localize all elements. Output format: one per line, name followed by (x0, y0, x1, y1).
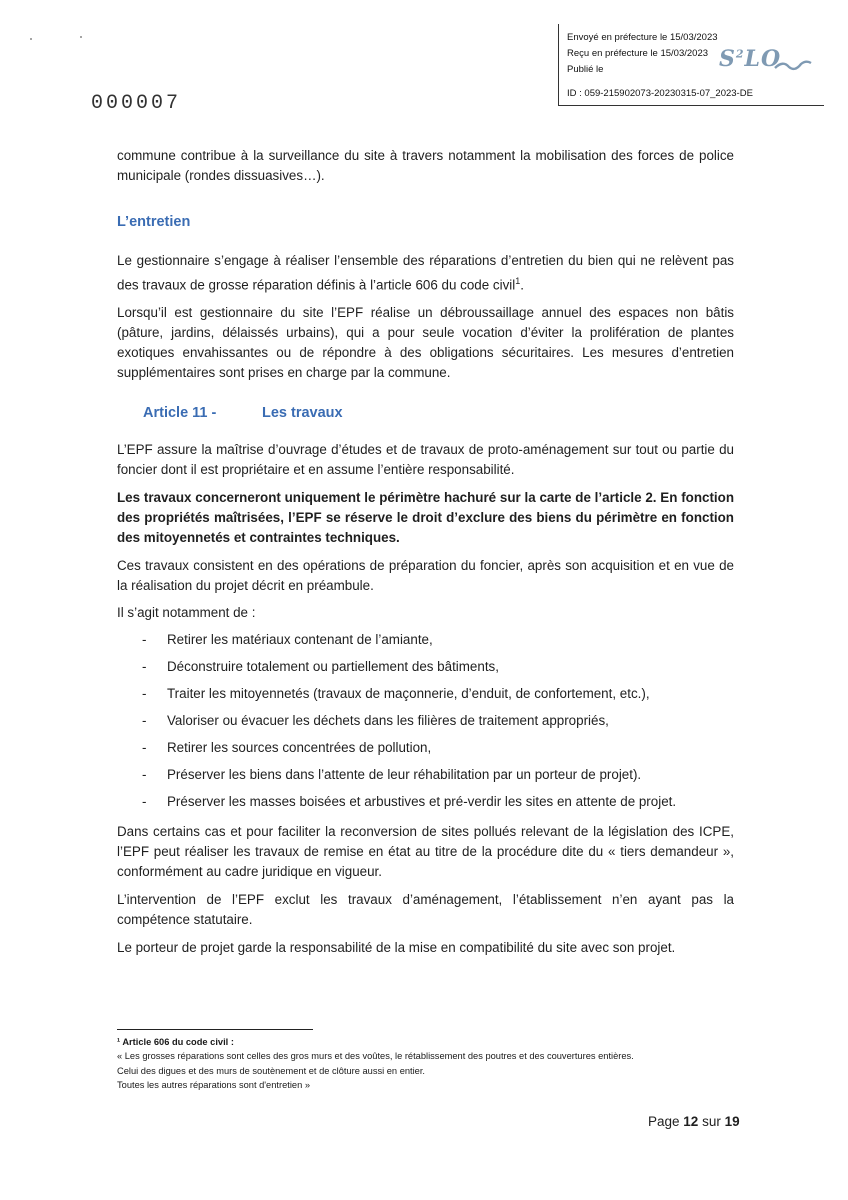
bullet-dash: - (142, 713, 147, 729)
article-paragraph-6: L’intervention de l’EPF exclut les travaux d’aménagement, l’établissement n’en ayant pas la compétence statutaire. (117, 892, 734, 928)
list-item (117, 738, 734, 765)
bullet-dash: - (142, 794, 147, 810)
stamp-publie: Publié le (567, 64, 604, 75)
article-paragraph-3: Ces travaux consistent en des opérations de préparation du foncier, après son acquisition et en vue de la réalisation du projet décrit en préambule. (117, 558, 734, 594)
entretien-paragraph-2: Lorsqu’il est gestionnaire du site l’EPF réalise un débroussaillage annuel des espaces non bâtis (pâture, jardins, délaissés urbains), qui a pour seule vocation d’éviter la prolifération de plantes exotiques envahissantes ou de répondre à des obligations sécuritaires. Les mesures d’entretien supplémentaires sont prises en charge par la commune. (117, 305, 734, 381)
page-sep: sur (702, 1114, 721, 1129)
page-label: Page (648, 1114, 680, 1129)
bullet-dash: - (142, 740, 147, 756)
list-item-text: Retirer les matériaux contenant de l’amiante, (167, 632, 433, 648)
entretien-p1-text: Le gestionnaire s’engage à réaliser l’ensemble des réparations d’entretien du bien qui ne relèvent pas des travaux de grosse réparation définis à l’article 606 du code civil (117, 253, 734, 293)
article-paragraph-5: Dans certains cas et pour faciliter la reconversion de sites pollués relevant de la législation des ICPE, l’EPF peut réaliser les travaux de remise en état au titre de la procédure dite du « tiers demandeur », conformément au cadre juridique en vigueur. (117, 824, 734, 880)
bullet-dash: - (142, 632, 147, 648)
article-paragraph-bold: Les travaux concerneront uniquement le périmètre hachuré sur la carte de l’article 2. En fonction des propriétés maîtrisées, l’EPF se réserve le droit d’exclure des biens du périmètre en fonction des mitoyennetés et contraintes techniques. (117, 490, 734, 546)
s2lo-swoosh-icon (773, 58, 813, 74)
list-item (117, 684, 734, 711)
scan-speck (30, 38, 32, 40)
article-paragraph-4: Il s’agit notamment de : (117, 605, 256, 621)
list-item-text: Retirer les sources concentrées de pollution, (167, 740, 432, 756)
footnote-divider (117, 1029, 313, 1030)
stamp-id: ID : 059-215902073-20230315-07_2023-DE (567, 88, 753, 99)
footnote-line: « Les grosses réparations sont celles des gros murs et des voûtes, le rétablissement des poutres et des couvertures entières. (117, 1051, 634, 1062)
article-title: Les travaux (262, 405, 343, 422)
entretien-p1-end: . (520, 277, 524, 293)
article-number: Article 11 - (143, 405, 217, 422)
list-item-text: Préserver les masses boisées et arbustives et pré-verdir les sites en attente de projet. (167, 794, 677, 810)
page-total: 19 (724, 1114, 740, 1129)
list-item (117, 657, 734, 684)
article-paragraph-1: L’EPF assure la maîtrise d’ouvrage d’études et de travaux de proto-aménagement sur tout ou partie du foncier dont il est propriétaire et en assume l’entière responsabilité. (117, 442, 734, 478)
bullet-dash: - (142, 767, 147, 783)
works-list (117, 630, 734, 819)
stamp-envoye: Envoyé en préfecture le 15/03/2023 (567, 32, 718, 43)
page-number (648, 1114, 740, 1129)
list-item (117, 711, 734, 738)
footnote-line: Celui des digues et des murs de soutènement et de clôture aussi en entier. (117, 1065, 426, 1076)
list-item (117, 792, 734, 819)
list-item-text: Déconstruire totalement ou partiellement des bâtiments, (167, 659, 499, 675)
page-current: 12 (683, 1114, 699, 1129)
footnotes (117, 1035, 757, 1092)
article-paragraph-7: Le porteur de projet garde la responsabilité de la mise en compatibilité du site avec son projet. (117, 940, 676, 956)
footnote-ref: 1 (515, 276, 521, 286)
list-item-text: Valoriser ou évacuer les déchets dans les filières de traitement appropriés, (167, 713, 609, 729)
page-content (117, 146, 734, 958)
prefecture-stamp (558, 24, 824, 106)
intro-paragraph: commune contribue à la surveillance du site à travers notamment la mobilisation des forces de police municipale (rondes dissuasives…). (117, 148, 734, 183)
footnote-line: Toutes les autres réparations sont d'entretien » (117, 1079, 310, 1090)
entretien-heading: L’entretien (117, 214, 191, 230)
article-heading (117, 403, 734, 423)
bullet-dash: - (142, 686, 147, 702)
footnote-line: ¹ Article 606 du code civil : (117, 1037, 234, 1047)
list-item-text: Traiter les mitoyennetés (travaux de maçonnerie, d’enduit, de confortement, etc.), (167, 686, 650, 702)
stamp-recu: Reçu en préfecture le 15/03/2023 (567, 48, 709, 59)
scan-speck (80, 36, 82, 38)
document-number: 000007 (91, 92, 182, 115)
list-item-text: Préserver les biens dans l’attente de leur réhabilitation par un porteur de projet). (167, 767, 642, 783)
entretien-paragraph-1 (117, 251, 734, 295)
list-item (117, 630, 734, 657)
list-item (117, 765, 734, 792)
s2lo-logo: $S^2LO$ (719, 46, 782, 72)
bullet-dash: - (142, 659, 147, 675)
